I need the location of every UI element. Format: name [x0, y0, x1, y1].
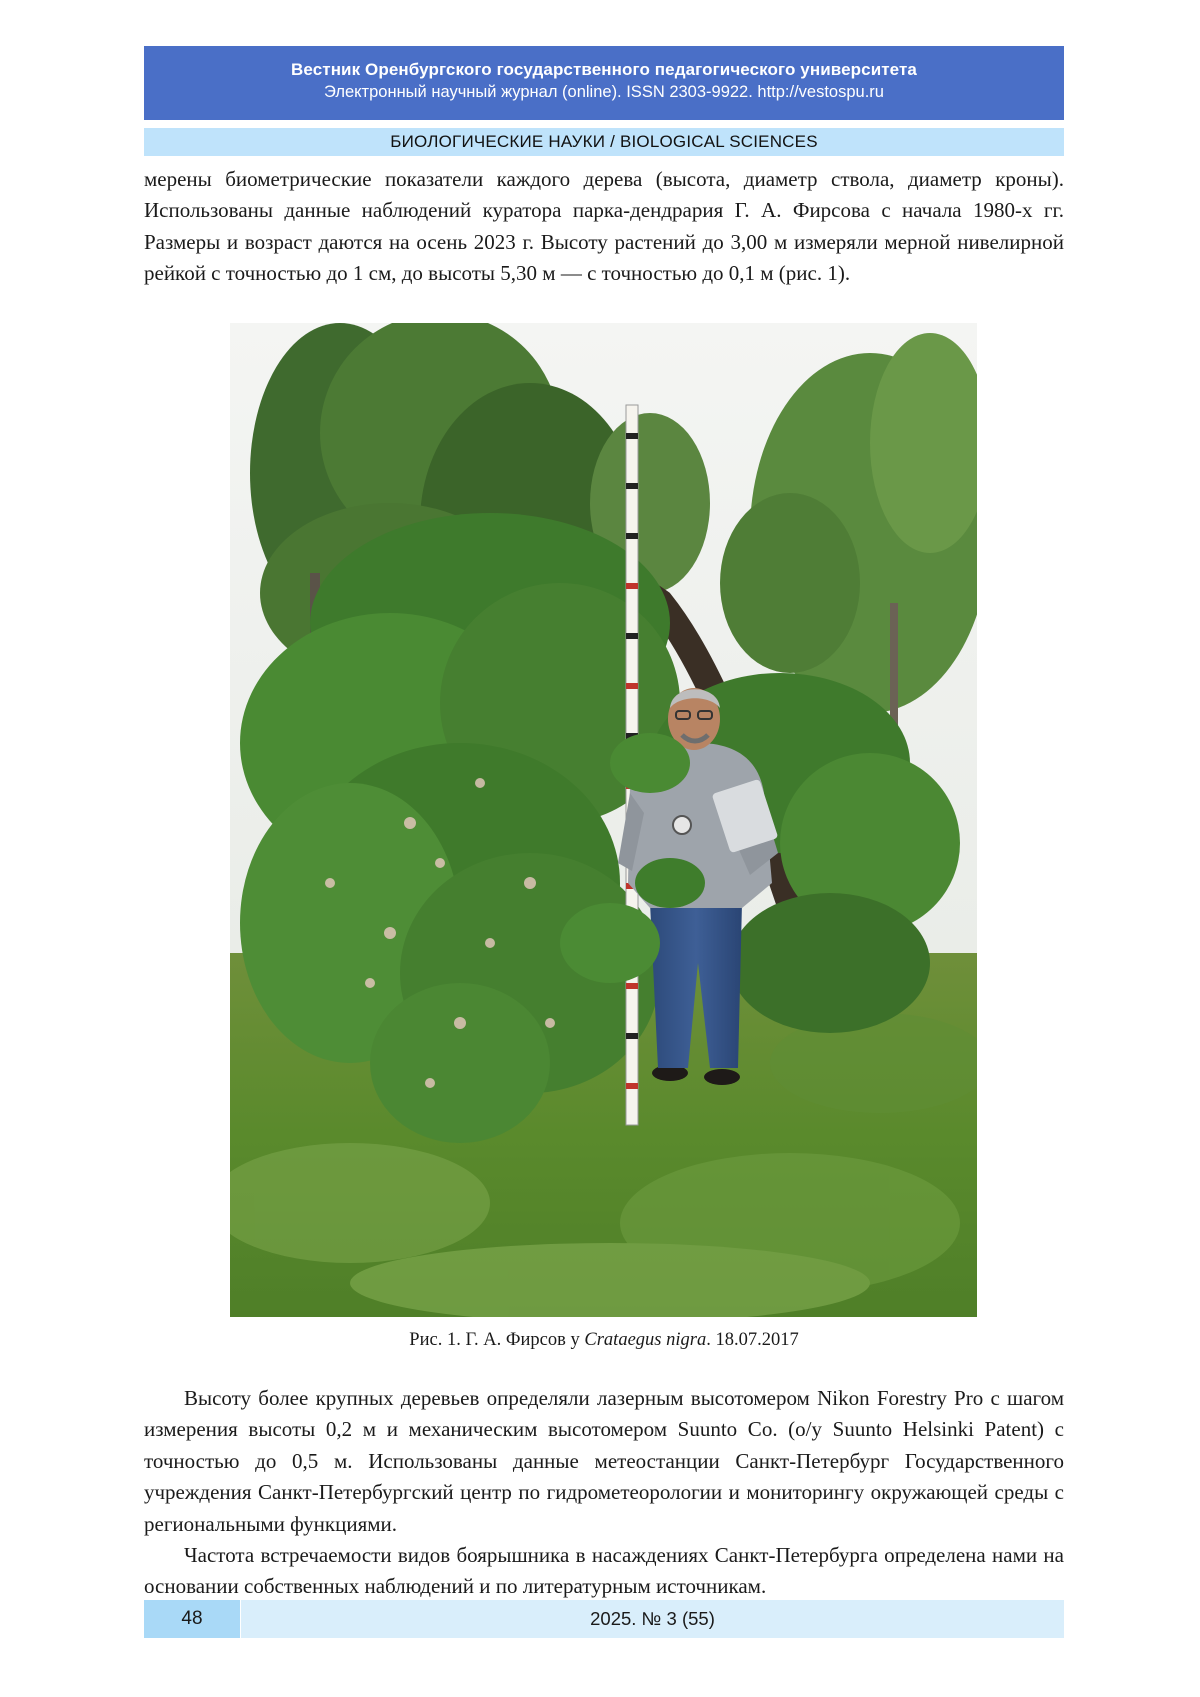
caption-suffix: . 18.07.2017 — [706, 1330, 799, 1350]
caption-species: Crataegus nigra — [584, 1330, 707, 1350]
figure-caption — [144, 1328, 1064, 1352]
caption-prefix: Рис. 1. Г. А. Фирсов у — [409, 1330, 585, 1350]
tree-photo-illustration — [230, 323, 977, 1317]
body-paragraphs — [144, 1383, 1064, 1603]
paragraph-methods: Высоту более крупных деревьев определяли лазерным высотомером Nikon Forestry Pro с шагом измерения высоты 0,2 м и механическим высотомером Suunto Co. (o/y Suunto Helsinki Patent) с точностью до 0,5 м. Использованы данные метеостанции Санкт-Петербург Государственного учреждения Санкт-Петербургский центр по гидрометеорологии и мониторингу окружающей среды с региональными функциями. — [144, 1386, 1064, 1536]
figure-photo — [230, 323, 977, 1317]
paragraph-text: мерены биометрические показатели каждого дерева (высота, диаметр ствола, диаметр кроны). Использованы данные наблюдений куратора парка-дендрария Г. А. Фирсова с начала 1980-х гг. Размеры и возраст даются на осень 2023 г. Высоту растений до 3,00 м измеряли мерной нивелирной рейкой с точностью до 1 см, до высоты 5,30 м — с точностью до 0,1 м (рис. 1). — [144, 167, 1064, 286]
page-number: 48 — [144, 1600, 240, 1638]
issue-label: 2025. № 3 (55) — [241, 1600, 1064, 1638]
journal-header — [144, 46, 1064, 120]
journal-subtitle: Электронный научный журнал (online). ISSN 2303-9922. http://vestospu.ru — [324, 83, 884, 101]
paragraph-continued — [144, 164, 1064, 290]
paragraph-frequency: Частота встречаемости видов боярышника в насаждениях Санкт-Петербурга определена нами на основании собственных наблюдений и по литературным источникам. — [144, 1543, 1064, 1599]
journal-title: Вестник Оренбургского государственного педагогического университета — [291, 60, 917, 79]
section-label: БИОЛОГИЧЕСКИЕ НАУКИ / BIOLOGICAL SCIENCES — [144, 128, 1064, 156]
